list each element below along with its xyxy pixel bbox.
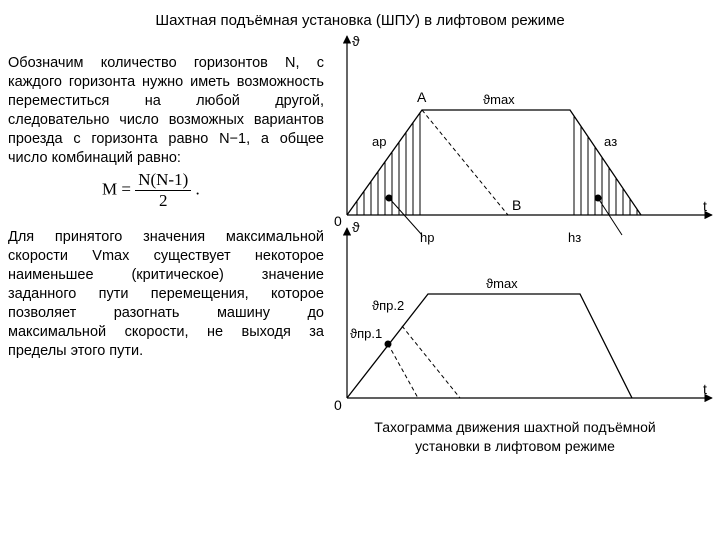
bottom-vpr1-label: ϑпр.1 bbox=[350, 326, 383, 341]
bottom-dashed-pr2 bbox=[402, 326, 460, 398]
figure-caption: Тахограмма движения шахтной подъёмной установки в лифтовом режиме bbox=[374, 419, 656, 454]
paragraph-horizons: Обозначим количество горизонтов N, с каждого горизонта нужно иметь возможность переместиться на любой другой, следовательно число возможных вариантов проезда с горизонта равно N−1, а общее число комбинаций равно: bbox=[8, 55, 324, 166]
bottom-vpr2-label: ϑпр.2 bbox=[372, 298, 405, 313]
bottom-pr1-marker bbox=[385, 341, 392, 348]
top-accel-label: aр bbox=[372, 134, 387, 149]
formula-lhs: M = bbox=[102, 179, 131, 199]
bottom-y-axis-label: ϑ bbox=[352, 219, 360, 235]
top-decel-label: aз bbox=[604, 134, 618, 149]
bottom-vmax-label: ϑmax bbox=[486, 276, 518, 291]
top-tachogram bbox=[334, 33, 712, 245]
formula-tail: . bbox=[195, 179, 200, 199]
top-y-axis-label: ϑ bbox=[352, 33, 360, 49]
top-h-decel-label: hз bbox=[568, 230, 582, 245]
bottom-x-axis-label: t bbox=[703, 381, 707, 397]
bottom-dashed-pr1 bbox=[388, 344, 418, 398]
top-x-axis-label: t bbox=[703, 198, 707, 214]
top-h-accel-label: hр bbox=[420, 230, 435, 245]
formula-numerator: N(N-1) bbox=[135, 170, 191, 191]
top-origin-label: 0 bbox=[334, 213, 342, 229]
paragraph-critical-path: Для принятого значения максимальной скорости Vmax существует некоторое наименьшее (критическое) значение заданного пути перемещения, которое позволяет разогнать машину до максимальной скорости, не выходя за пределы этого пути. bbox=[8, 229, 324, 359]
top-dashed-diagonal bbox=[422, 110, 508, 215]
formula-denominator: 2 bbox=[158, 191, 168, 210]
bottom-tachogram bbox=[334, 219, 712, 413]
top-point-a-label: A bbox=[417, 89, 427, 105]
top-decel-leader bbox=[598, 198, 622, 235]
slide-title: Шахтная подъёмная установка (ШПУ) в лифтовом режиме bbox=[155, 12, 565, 29]
top-vmax-label: ϑmax bbox=[483, 92, 515, 107]
bottom-origin-label: 0 bbox=[334, 397, 342, 413]
top-point-b-label: B bbox=[512, 197, 522, 213]
